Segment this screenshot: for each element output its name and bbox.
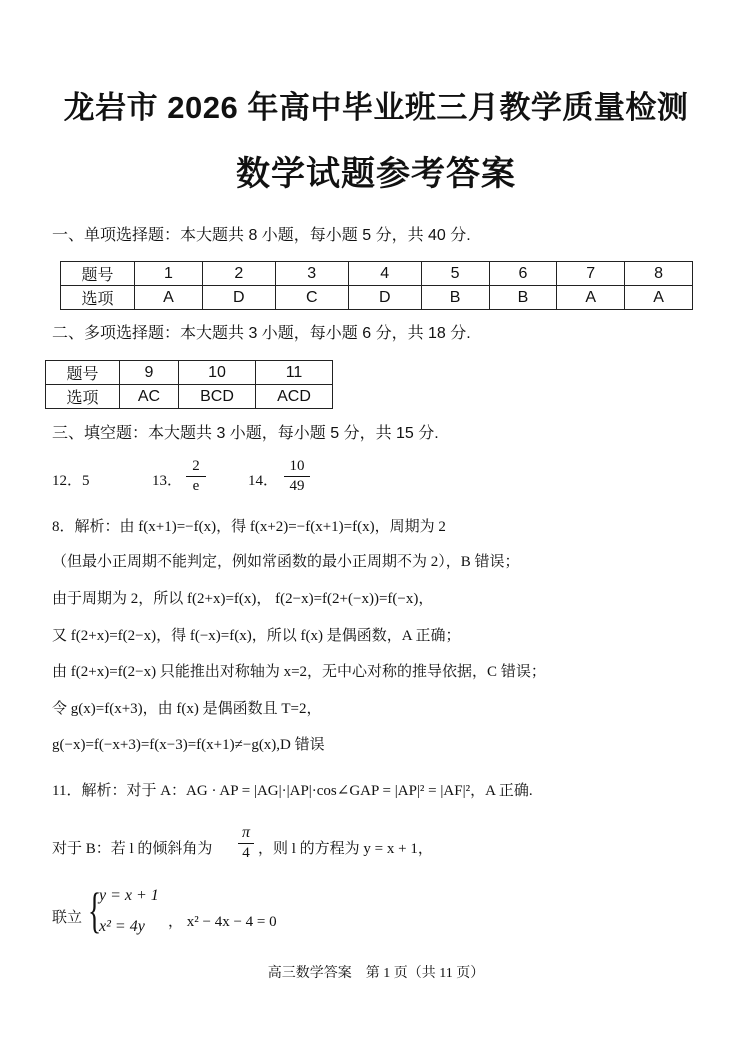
section1-heading: 一、单项选择题：本大题共 8 小题，每小题 5 分，共 40 分. — [52, 227, 471, 244]
inclination-fraction — [238, 824, 254, 862]
solution8-line6: 令 g(x)=f(x+3)，由 f(x) 是偶函数且 T=2， — [52, 701, 322, 717]
solution8-line7: g(−x)=f(−x+3)=f(x−3)=f(x+1)≠−g(x),D 错误 — [52, 737, 325, 753]
section2-heading: 二、多项选择题：本大题共 3 小题，每小题 6 分，共 18 分. — [52, 325, 471, 342]
question-number: 7 — [557, 262, 625, 286]
solution8-line1: 8．解析：由 f(x+1)=−f(x)，得 f(x+2)=−f(x+1)=f(x)，周期为 2 — [52, 519, 446, 535]
answer-cell: BCD — [179, 385, 256, 409]
question-number: 4 — [348, 262, 421, 286]
solution8-line3: 由于周期为 2，所以 f(2+x)=f(x)， f(2−x)=f(2+(−x))=f(−x)， — [52, 591, 434, 607]
row-label: 选项 — [46, 385, 120, 409]
question-number: 9 — [120, 361, 179, 385]
fraction-denominator: 49 — [289, 478, 305, 494]
table-row — [46, 385, 333, 409]
question-number: 10 — [179, 361, 256, 385]
row-label: 选项 — [61, 286, 135, 310]
question-number: 1 — [135, 262, 203, 286]
answer-cell: D — [202, 286, 275, 310]
page-footer: 高三数学答案 第 1 页（共 11 页） — [267, 966, 485, 981]
solution8-line5: 由 f(2+x)=f(2−x) 只能推出对称轴为 x=2，无中心对称的推导依据，C 错误； — [52, 664, 546, 680]
fraction-bar — [238, 843, 254, 844]
fraction-bar — [284, 476, 310, 477]
table-row — [61, 262, 693, 286]
section1-answer-table — [60, 261, 693, 310]
answer-cell: B — [421, 286, 489, 310]
row-label: 题号 — [61, 262, 135, 286]
row-label: 题号 — [46, 361, 120, 385]
fraction-numerator: 2 — [192, 458, 200, 474]
section2-answer-table — [45, 360, 333, 409]
answer-cell: ACD — [256, 385, 333, 409]
answer-14-fraction — [284, 458, 310, 495]
fraction-numerator: 10 — [289, 458, 305, 474]
system-equation-2: x² = 4y — [99, 918, 145, 935]
question-number: 3 — [275, 262, 348, 286]
question-number: 5 — [421, 262, 489, 286]
question-number: 8 — [625, 262, 693, 286]
answer-13-fraction — [186, 458, 206, 495]
solution8-line2: （但最小正周期不能判定，例如常函数的最小正周期不为 2），B 错误； — [52, 554, 520, 570]
answer-cell: AC — [120, 385, 179, 409]
answer-cell: C — [275, 286, 348, 310]
question-number: 11 — [256, 361, 333, 385]
fraction-denominator: 4 — [242, 845, 250, 861]
answer-cell: A — [135, 286, 203, 310]
answer-14-label: 14． — [248, 473, 279, 489]
question-number: 2 — [202, 262, 275, 286]
table-row — [46, 361, 333, 385]
table-row — [61, 286, 693, 310]
brace-icon: { — [88, 882, 102, 938]
answer-cell: A — [557, 286, 625, 310]
section3-heading: 三、填空题：本大题共 3 小题，每小题 5 分，共 15 分. — [52, 425, 439, 442]
fraction-numerator: π — [241, 824, 250, 841]
solution8-line4: 又 f(2+x)=f(2−x)，得 f(−x)=f(x)，所以 f(x) 是偶函数，A 正确； — [52, 628, 461, 644]
solution11-system-label: 联立 — [52, 910, 83, 926]
answer-12: 12．5 — [52, 473, 90, 489]
answer-cell: B — [489, 286, 557, 310]
solution11-line2-end: ，则 l 的方程为 y = x + 1， — [258, 841, 433, 857]
question-number: 6 — [489, 262, 557, 286]
fraction-denominator: e — [192, 478, 200, 494]
solution11-line2-start: 对于 B：若 l 的倾斜角为 — [52, 841, 213, 857]
page-title: 龙岩市 2026 年高中毕业班三月教学质量检测 — [63, 90, 689, 125]
page-subtitle: 数学试题参考答案 — [236, 155, 516, 193]
system-equation-1: y = x + 1 — [99, 887, 159, 904]
answer-cell: D — [348, 286, 421, 310]
solution11-line1: 11．解析：对于 A：AG · AP = |AG|·|AP|·cos∠GAP = |AP|² = |AF|²，A 正确. — [52, 783, 533, 799]
answer-13-label: 13． — [152, 473, 183, 489]
fraction-bar — [186, 476, 206, 477]
answer-cell: A — [625, 286, 693, 310]
quadratic-equation: ， x² − 4x − 4 = 0 — [168, 914, 277, 930]
